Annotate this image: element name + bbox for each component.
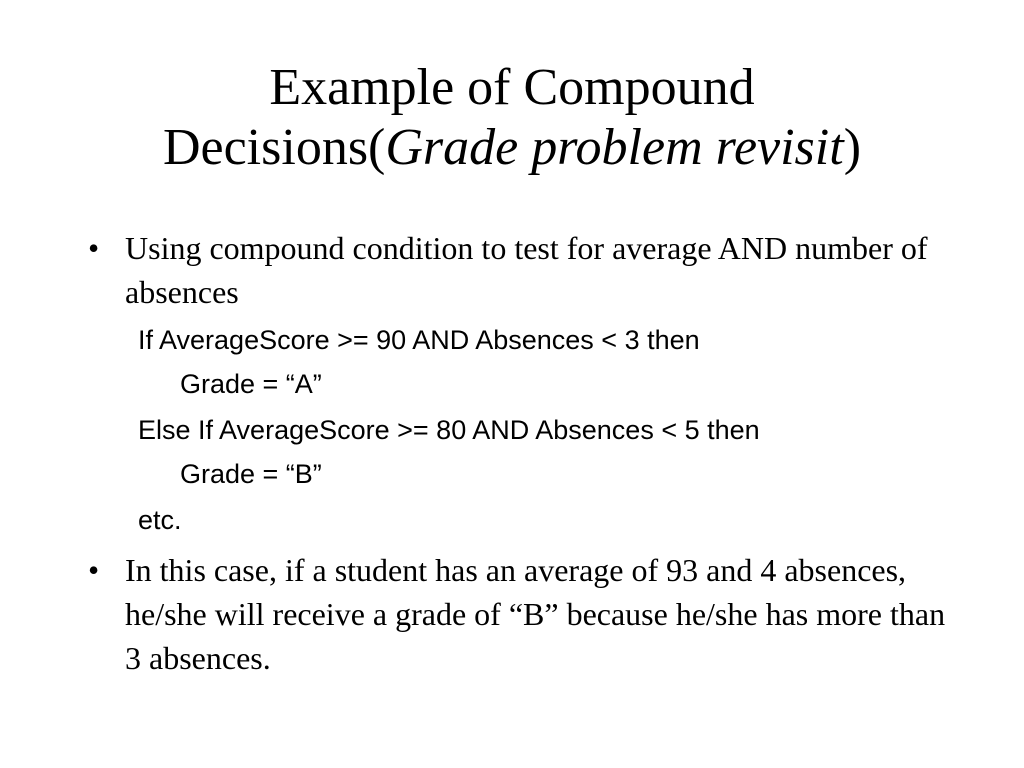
code-line-else-if: Else If AverageScore >= 80 AND Absences < 5 then: [138, 415, 760, 445]
bullet-text: In this case, if a student has an average of 93 and 4 absences, he/she will receive a grade of “B” because he/she has more than 3 absences.: [125, 552, 946, 676]
bullet-marker: •: [88, 230, 100, 266]
bullet-item: [88, 548, 958, 680]
title-line-2-italic: Grade problem revisit: [385, 119, 844, 176]
bullet-text: Using compound condition to test for average AND number of absences: [125, 230, 928, 310]
title-line-2-prefix: Decisions(: [162, 119, 386, 176]
title-line-2-suffix: ): [843, 119, 862, 176]
bullet-marker: •: [88, 552, 100, 588]
code-line-if: If AverageScore >= 90 AND Absences < 3 then: [138, 325, 700, 355]
slide-title: [60, 58, 964, 178]
code-line-grade-a: Grade = “A”: [180, 369, 322, 399]
title-line-1: Example of Compound: [269, 59, 755, 116]
code-line-grade-b: Grade = “B”: [180, 459, 322, 489]
bullet-item: [88, 226, 958, 314]
code-line-etc: etc.: [138, 505, 182, 535]
title-line-2: [60, 118, 964, 178]
